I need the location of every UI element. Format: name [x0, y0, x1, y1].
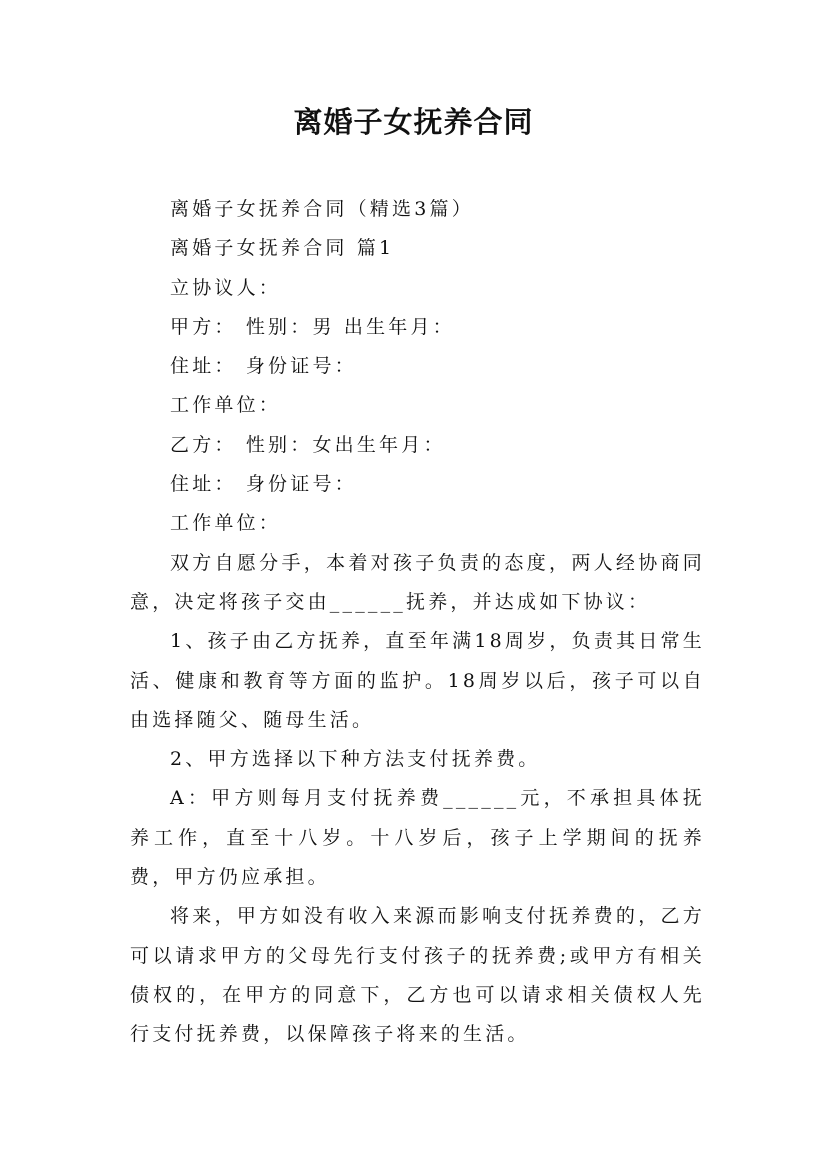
paragraph-future-support: 将来，甲方如没有收入来源而影响支付抚养费的，乙方可以请求甲方的父母先行支付孩子的抚养费;或甲方有相关债权的，在甲方的同意下，乙方也可以请求相关债权人先行支付抚养费，以保障孩子将来的生活。	[130, 905, 705, 1046]
paragraph-party-b-address: 住址： 身份证号：	[170, 473, 357, 496]
paragraph-heading: 离婚子女抚养合同（精选3篇）	[170, 198, 474, 220]
paragraph-party-a-address: 住址： 身份证号：	[170, 355, 357, 378]
paragraph-party-a-work: 工作单位：	[170, 394, 282, 417]
paragraph-subheading: 离婚子女抚养合同 篇1	[170, 237, 395, 260]
paragraph-party-b-info: 乙方： 性别：女出生年月：	[170, 433, 446, 456]
document-title: 离婚子女抚养合同	[293, 105, 534, 139]
paragraph-party-a-info: 甲方： 性别：男 出生年月：	[170, 315, 455, 338]
paragraph-clause-2a: A：甲方则每月支付抚养费______元，不承担具体抚养工作，直至十八岁。十八岁后，孩子上学期间的抚养费，甲方仍应承担。	[130, 787, 705, 889]
paragraph-clause-1: 1、孩子由乙方抚养，直至年满18周岁，负责其日常生活、健康和教育等方面的监护。18周岁以后，孩子可以自由选择随父、随母生活。	[130, 630, 705, 731]
document-body	[130, 190, 705, 1055]
paragraph-parties-label: 立协议人：	[170, 276, 282, 299]
paragraph-clause-2: 2、甲方选择以下种方法支付抚养费。	[170, 748, 541, 771]
paragraph-party-b-work: 工作单位：	[170, 512, 282, 535]
paragraph-agreement-intro: 双方自愿分手，本着对孩子负责的态度，两人经协商同意，决定将孩子交由______抚养，并达成如下协议：	[130, 551, 705, 613]
